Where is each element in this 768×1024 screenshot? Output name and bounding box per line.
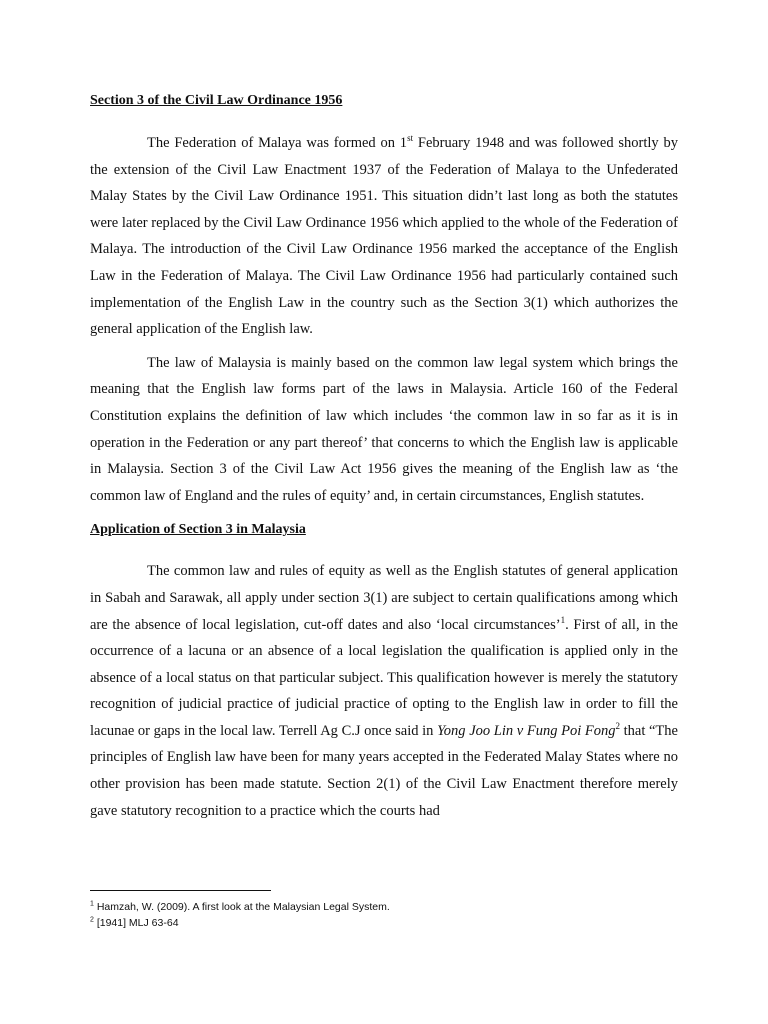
footnote-number: 2 (90, 916, 94, 924)
paragraph-text: The common law and rules of equity as well as the English statutes of general application in Sabah and Sarawak, all apply under section 3(1) are subject to certain qualifications among which are the absence of local legislation, cut-off dates and also ‘local circumstances’ (90, 563, 678, 633)
paragraph-text: February 1948 and was followed shortly by the extension of the Civil Law Enactment 1937 of the Federation of Malaya to the Unfederated Malay States by the Civil Law Ordinance 1951. This situation didn’t last long as both the statutes were later replaced by the Civil Law Ordinance 1956 which applied to the whole of the Federation of Malaya. The introduction of the Civil Law Ordinance 1956 marked the acceptance of the English Law in the Federation of Malaya. The Civil Law Ordinance 1956 had particularly contained such implementation of the English Law in the country such as the Section 3(1) which authorizes the general application of the English law. (90, 135, 679, 338)
footnote-number: 1 (90, 900, 94, 908)
footnote-ref-1[interactable]: 1 (560, 614, 566, 625)
section-heading-civil-law-ordinance: Section 3 of the Civil Law Ordinance 1956 (90, 93, 343, 108)
section-heading-application-section-3: Application of Section 3 in Malaysia (90, 522, 306, 538)
paragraph-common-law-qualifications (90, 558, 678, 824)
footnote-1 (90, 899, 678, 915)
footnote-2 (90, 915, 678, 931)
footnotes (90, 899, 678, 931)
footnote-separator (90, 890, 271, 891)
paragraph-law-of-malaysia: The law of Malaysia is mainly based on the common law legal system which brings the meaning that the English law forms part of the laws in Malaysia. Article 160 of the Federal Constitution explains the definition of law which includes ‘the common law in so far as it is in operation in the Federation or any part thereof’ that concerns to which the English law is applicable in Malaysia. Section 3 of the Civil Law Act 1956 gives the meaning of the English law as ‘the common law of England and the rules of equity’ and, in certain circumstances, English statutes. (90, 354, 678, 504)
footnote-text: Hamzah, W. (2009). A first look at the Malaysian Legal System. (93, 901, 390, 913)
paragraph-text: that “The principles of English law have been for many years accepted in the Federated Malay States where no other provision has been made statute. Section 2(1) of the Civil Law Enactment therefore merely gave statutory recognition to a practice which the courts had (90, 722, 678, 819)
paragraph-text: The Federation of Malaya was formed on 1 (147, 135, 408, 151)
footnote-ref-2[interactable]: 2 (615, 721, 620, 732)
footnote-text: [1941] MLJ 63-64 (93, 917, 179, 929)
paragraph-federation-formation (90, 130, 678, 343)
paragraph-text: . First of all, in the occurrence of a lacuna or an absence of a local legislation the qualification is applied only in the absence of a local status on that particular subject. This qualification however is merely the statutory recognition of judicial practice of judicial practice of opting to the English law in order to fill the lacunae or gaps in the local law. Terrell Ag C.J once said in (90, 616, 678, 739)
superscript-ordinal: st (407, 133, 414, 144)
document-body (90, 91, 678, 824)
case-citation: Yong Joo Lin v Fung Poi Fong (437, 722, 616, 739)
